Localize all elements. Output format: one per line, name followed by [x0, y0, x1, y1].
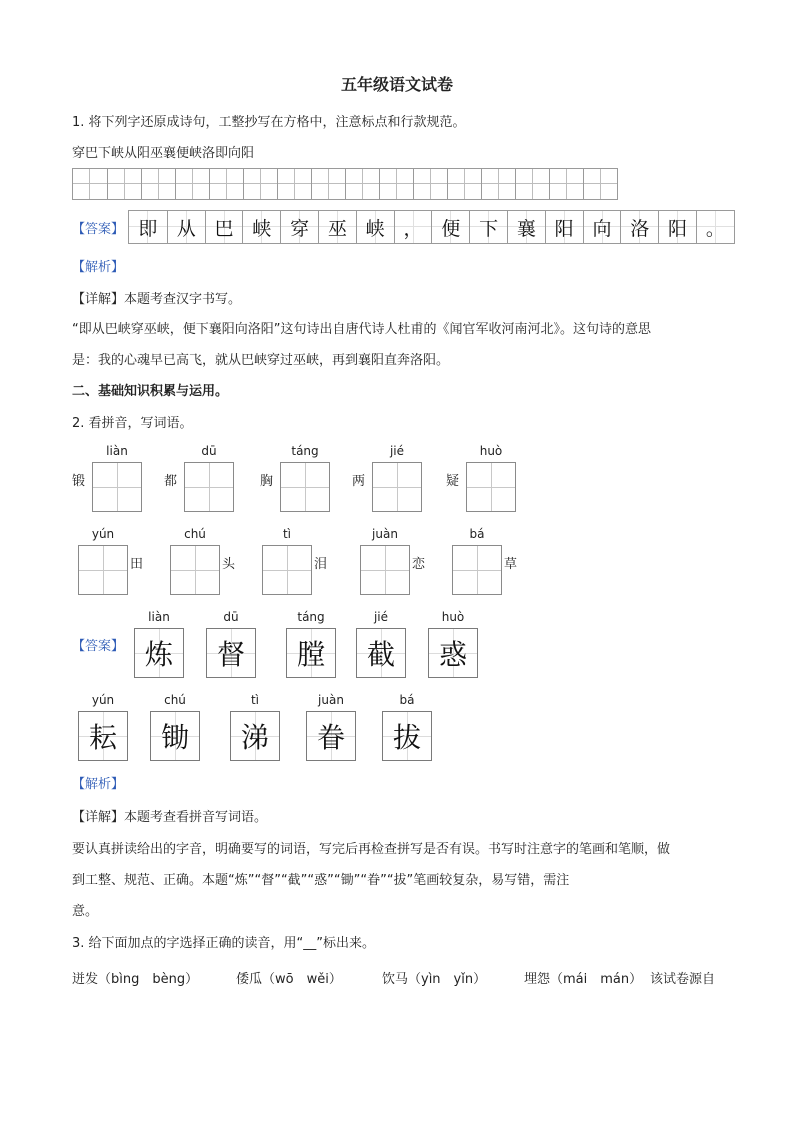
q1-grid-cell[interactable] — [413, 169, 447, 199]
q1-explain-line-2: 是：我的心魂早已高飞，就从巴峡穿过巫峡，再到襄阳直奔洛阳。 — [72, 353, 450, 368]
q1-grid-cell[interactable] — [447, 169, 481, 199]
q2-answer-char: 涕 — [230, 711, 280, 761]
q1-answer-cell: 阳 — [545, 211, 583, 243]
q2-detail-text: 本题考查看拼音写词语。 — [124, 810, 268, 825]
q2-pinyin: liàn — [106, 444, 128, 458]
q1-answer-label: 【答案】 — [72, 222, 125, 237]
q1-grid-cell[interactable] — [141, 169, 175, 199]
q2-answer-pinyin: bá — [399, 693, 415, 707]
q1-answer-cell: 洛 — [620, 211, 658, 243]
q2-write-box[interactable] — [280, 462, 330, 512]
q1-writing-grid[interactable] — [72, 168, 618, 200]
q3-item-1[interactable]: 迸发（bìng bèng） — [72, 972, 199, 987]
q2-answer-char: 锄 — [150, 711, 200, 761]
q1-answer-cell: 即 — [129, 211, 167, 243]
q2-pinyin: táng — [291, 444, 319, 458]
q3-item-2[interactable]: 倭瓜（wō wěi） — [236, 972, 342, 987]
q2-answer-char: 督 — [206, 628, 256, 678]
q1-grid-cell[interactable] — [515, 169, 549, 199]
q2-answer-pinyin: dū — [223, 610, 239, 624]
q1-grid-cell[interactable] — [73, 169, 107, 199]
q2-answer-char: 眷 — [306, 711, 356, 761]
q1-grid-cell[interactable] — [175, 169, 209, 199]
q2-answer-label: 【答案】 — [72, 639, 125, 654]
q1-grid-cell[interactable] — [107, 169, 141, 199]
q1-grid-cell[interactable] — [583, 169, 617, 199]
q1-prompt: 1. 将下列字还原成诗句，工整抄写在方格中，注意标点和行款规范。 — [72, 115, 466, 130]
q2-prompt: 2. 看拼音，写词语。 — [72, 416, 193, 431]
q2-detail — [72, 806, 267, 825]
q2-explain-line-2: 到工整、规范、正确。本题“炼”“督”“截”“惑”“锄”“眷”“拔”笔画较复杂，易写错，需注 — [72, 873, 570, 888]
q2-answer-char: 截 — [356, 628, 406, 678]
q1-scrambled-chars: 穿巴下峡从阳巫襄便峡洛即向阳 — [72, 146, 255, 161]
q2-answer-pinyin: táng — [297, 610, 325, 624]
q1-analysis-label: 【解析】 — [72, 260, 125, 275]
q1-grid-cell[interactable] — [379, 169, 413, 199]
q2-answer-pinyin: yún — [91, 693, 115, 707]
q1-grid-cell[interactable] — [549, 169, 583, 199]
q1-detail — [72, 288, 241, 307]
q1-answer-cell: 阳 — [658, 211, 696, 243]
q2-answer-pinyin: tì — [250, 693, 260, 707]
q2-write-box[interactable] — [360, 545, 410, 595]
q1-answer-cell: ， — [394, 211, 432, 243]
q3-trailing-note: 该试卷源自 — [650, 972, 716, 987]
q1-grid-cell[interactable] — [311, 169, 345, 199]
q1-answer-cell: 峡 — [356, 211, 394, 243]
q2-known-char: 草 — [504, 557, 518, 572]
q2-write-box[interactable] — [78, 545, 128, 595]
q1-answer-cell: 便 — [431, 211, 469, 243]
q3-item-4[interactable]: 埋怨（mái mán） — [524, 972, 643, 987]
q1-explain-line-1: “即从巴峡穿巫峡，便下襄阳向洛阳”这句诗出自唐代诗人杜甫的《闻官军收河南河北》。这句诗的意思 — [72, 322, 651, 337]
q2-analysis-label: 【解析】 — [72, 777, 125, 792]
q1-answer-cell: 峡 — [242, 211, 280, 243]
q2-known-char: 泪 — [314, 557, 328, 572]
q2-answer-char: 惑 — [428, 628, 478, 678]
q1-answer-cell: 。 — [696, 211, 734, 243]
q1-grid-cell[interactable] — [243, 169, 277, 199]
q1-detail-text: 本题考查汉字书写。 — [124, 292, 242, 307]
q2-known-char: 锻 — [72, 474, 86, 489]
q2-known-char: 胸 — [260, 474, 274, 489]
q2-answer-char: 拔 — [382, 711, 432, 761]
q1-answer-grid — [128, 210, 735, 244]
q1-grid-cell[interactable] — [481, 169, 515, 199]
q2-known-char: 恋 — [412, 557, 426, 572]
q3-prompt: 3. 给下面加点的字选择正确的读音，用“__”标出来。 — [72, 936, 376, 951]
q2-answer-pinyin: huò — [441, 610, 465, 624]
q1-answer-cell: 巴 — [205, 211, 243, 243]
section-heading: 二、基础知识积累与运用。 — [72, 384, 229, 399]
q1-answer-cell: 襄 — [507, 211, 545, 243]
q2-write-box[interactable] — [184, 462, 234, 512]
q1-answer-cell: 穿 — [280, 211, 318, 243]
q2-answer-char: 耘 — [78, 711, 128, 761]
q2-write-box[interactable] — [262, 545, 312, 595]
q1-detail-label: 【详解】 — [72, 292, 125, 307]
q1-grid-cell[interactable] — [277, 169, 311, 199]
q1-grid-cell[interactable] — [345, 169, 379, 199]
page-title: 五年级语文试卷 — [340, 75, 453, 94]
q2-write-box[interactable] — [372, 462, 422, 512]
q2-write-box[interactable] — [92, 462, 142, 512]
q2-known-char: 疑 — [446, 474, 460, 489]
q1-answer-cell: 从 — [167, 211, 205, 243]
q2-write-box[interactable] — [452, 545, 502, 595]
q2-pinyin: juàn — [372, 527, 398, 541]
q2-answer-char: 膛 — [286, 628, 336, 678]
q2-detail-label: 【详解】 — [72, 810, 125, 825]
q2-explain-line-1: 要认真拼读给出的字音，明确要写的词语，写完后再检查拼写是否有误。书写时注意字的笔画和笔顺，做 — [72, 842, 671, 857]
q2-known-char: 两 — [352, 474, 366, 489]
q2-explain-line-3: 意。 — [72, 904, 99, 919]
q2-pinyin: huò — [479, 444, 503, 458]
q2-answer-char: 炼 — [134, 628, 184, 678]
q2-known-char: 头 — [222, 557, 236, 572]
q2-pinyin: dū — [201, 444, 217, 458]
q3-item-3[interactable]: 饮马（yìn yǐn） — [382, 972, 487, 987]
q2-known-char: 田 — [130, 557, 144, 572]
q2-write-box[interactable] — [170, 545, 220, 595]
q2-answer-pinyin: liàn — [148, 610, 170, 624]
q2-write-box[interactable] — [466, 462, 516, 512]
q1-answer-cell: 巫 — [318, 211, 356, 243]
q2-pinyin: jié — [389, 444, 405, 458]
q2-pinyin: yún — [91, 527, 115, 541]
q2-answer-pinyin: jié — [373, 610, 389, 624]
q1-answer-cell: 下 — [469, 211, 507, 243]
q2-answer-pinyin: juàn — [318, 693, 344, 707]
q2-pinyin: tì — [282, 527, 292, 541]
q1-grid-cell[interactable] — [209, 169, 243, 199]
q2-answer-pinyin: chú — [164, 693, 186, 707]
q2-pinyin: bá — [469, 527, 485, 541]
q1-answer-cell: 向 — [583, 211, 621, 243]
q2-known-char: 都 — [164, 474, 178, 489]
q2-pinyin: chú — [184, 527, 206, 541]
